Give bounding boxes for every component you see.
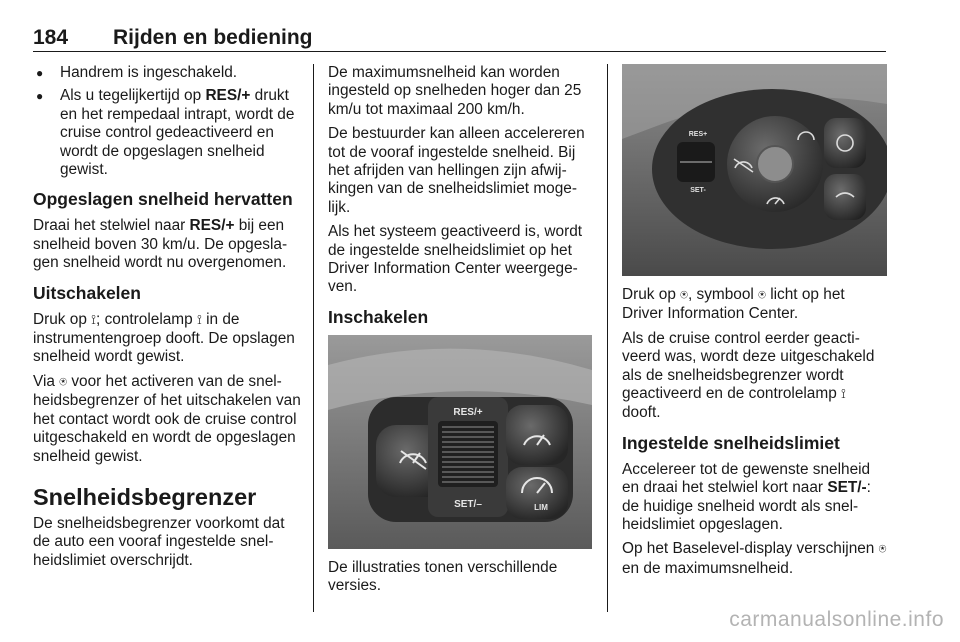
paragraph: Op het Baselevel-display verschijnen ⍟ en de maximumsnelheid. — [622, 540, 887, 577]
column-2 — [328, 64, 592, 602]
condition-list — [33, 64, 301, 179]
cruise-control-icon: ⟟ — [91, 312, 97, 328]
speed-limiter-icon: ⍟ — [680, 288, 688, 303]
side-button-lower[interactable] — [824, 174, 866, 220]
list-item: ● Als u tegelijkertijd op RES/+ drukt en het rempedaal intrapt, wordt de cruise control gedeactiveerd en wordt de opgeslagen snelheid gewist. — [33, 87, 301, 179]
paragraph: Via ⍟ voor het activeren van de snelheidsbegrenzer of het uitschakelen van het contact wordt ook de cruise control uitgeschakeld en wordt de opgeslagen snelheid gewist. — [33, 372, 301, 465]
paragraph: Als de cruise control eerder geactiveerd was, wordt deze uitgeschakeld als de snelheidsbegrenzer wordt geactiveerd en de controlelamp ⟟ dooft. — [622, 329, 875, 422]
column-divider-2 — [607, 64, 608, 612]
paragraph: De maximumsnelheid kan worden ingesteld op snelheden hoger dan 25 km/u tot maximaal 200 km/h. — [328, 64, 582, 118]
lim-label: LIM — [534, 502, 548, 512]
set-label: SET/– — [454, 498, 482, 510]
center-button[interactable] — [757, 146, 793, 182]
heading-recall-speed: Opgeslagen snelheid hervatten — [33, 189, 293, 210]
column-3 — [622, 64, 887, 584]
side-button-upper[interactable] — [824, 118, 866, 168]
header-rule — [33, 51, 886, 52]
column-divider-1 — [313, 64, 314, 612]
res-label: RES/+ — [453, 406, 483, 418]
paragraph: Draai het stelwiel naar RES/+ bij een snelheid boven 30 km/u. De opgeslagen snelheid wordt nu overgenomen. — [33, 217, 288, 272]
page-header — [33, 22, 886, 52]
set-label: SET- — [690, 187, 706, 194]
paragraph: Als het systeem geactiveerd is, wordt de ingestelde snelheidslimiet op het Driver Information Center weergegeven. — [328, 223, 583, 296]
cruise-on-button[interactable] — [506, 405, 568, 465]
paragraph: Druk op ⟟; controlelamp ⟟ in de instrumentengroep dooft. De opslagen snelheid wordt gewist. — [33, 310, 295, 366]
paragraph: Druk op ⍟, symbool ⍟ licht op het Driver Information Center. — [622, 286, 845, 323]
speed-limiter-icon: ⍟ — [878, 542, 887, 558]
heading-switch-on: Inschakelen — [328, 306, 429, 327]
column-1 — [33, 64, 301, 576]
paragraph: De bestuurder kan alleen accelereren tot de vooraf ingestelde snelheid. Bij het afrijden van hellingen zijn afwijkingen van de snelheidslimiet mogelijk. — [328, 125, 585, 216]
steering-control-illustration-2 — [622, 64, 887, 276]
heading-set-limit: Ingestelde snelheidslimiet — [622, 432, 840, 453]
speed-limiter-icon: ⍟ — [758, 288, 766, 303]
figure-caption: De illustraties tonen verschillende versies. — [328, 558, 558, 595]
page-number: 184 — [33, 26, 69, 49]
cruise-control-icon: ⟟ — [841, 387, 846, 403]
res-label: RES+ — [688, 131, 708, 138]
heading-switch-off: Uitschakelen — [33, 282, 141, 303]
paragraph: Accelereer tot de gewenste snelheid en draai het stelwiel kort naar SET/-: de huidige snelheid wordt als snelheidslimiet opgeslagen. — [622, 460, 871, 534]
list-item: ● Handrem is ingeschakeld. — [33, 64, 301, 82]
chapter-title: Rijden en bediening — [113, 26, 313, 49]
watermark: carmanualsonline.info — [729, 608, 944, 631]
cruise-control-icon: ⟟ — [196, 312, 202, 328]
section-heading-limiter: Snelheidsbegrenzer — [33, 483, 257, 510]
steering-control-illustration-1 — [328, 335, 592, 549]
speed-limiter-icon: ⍟ — [59, 374, 68, 390]
paragraph: De snelheidsbegrenzer voorkomt dat de auto een vooraf ingestelde snelheidslimiet overschrijdt. — [33, 514, 285, 569]
